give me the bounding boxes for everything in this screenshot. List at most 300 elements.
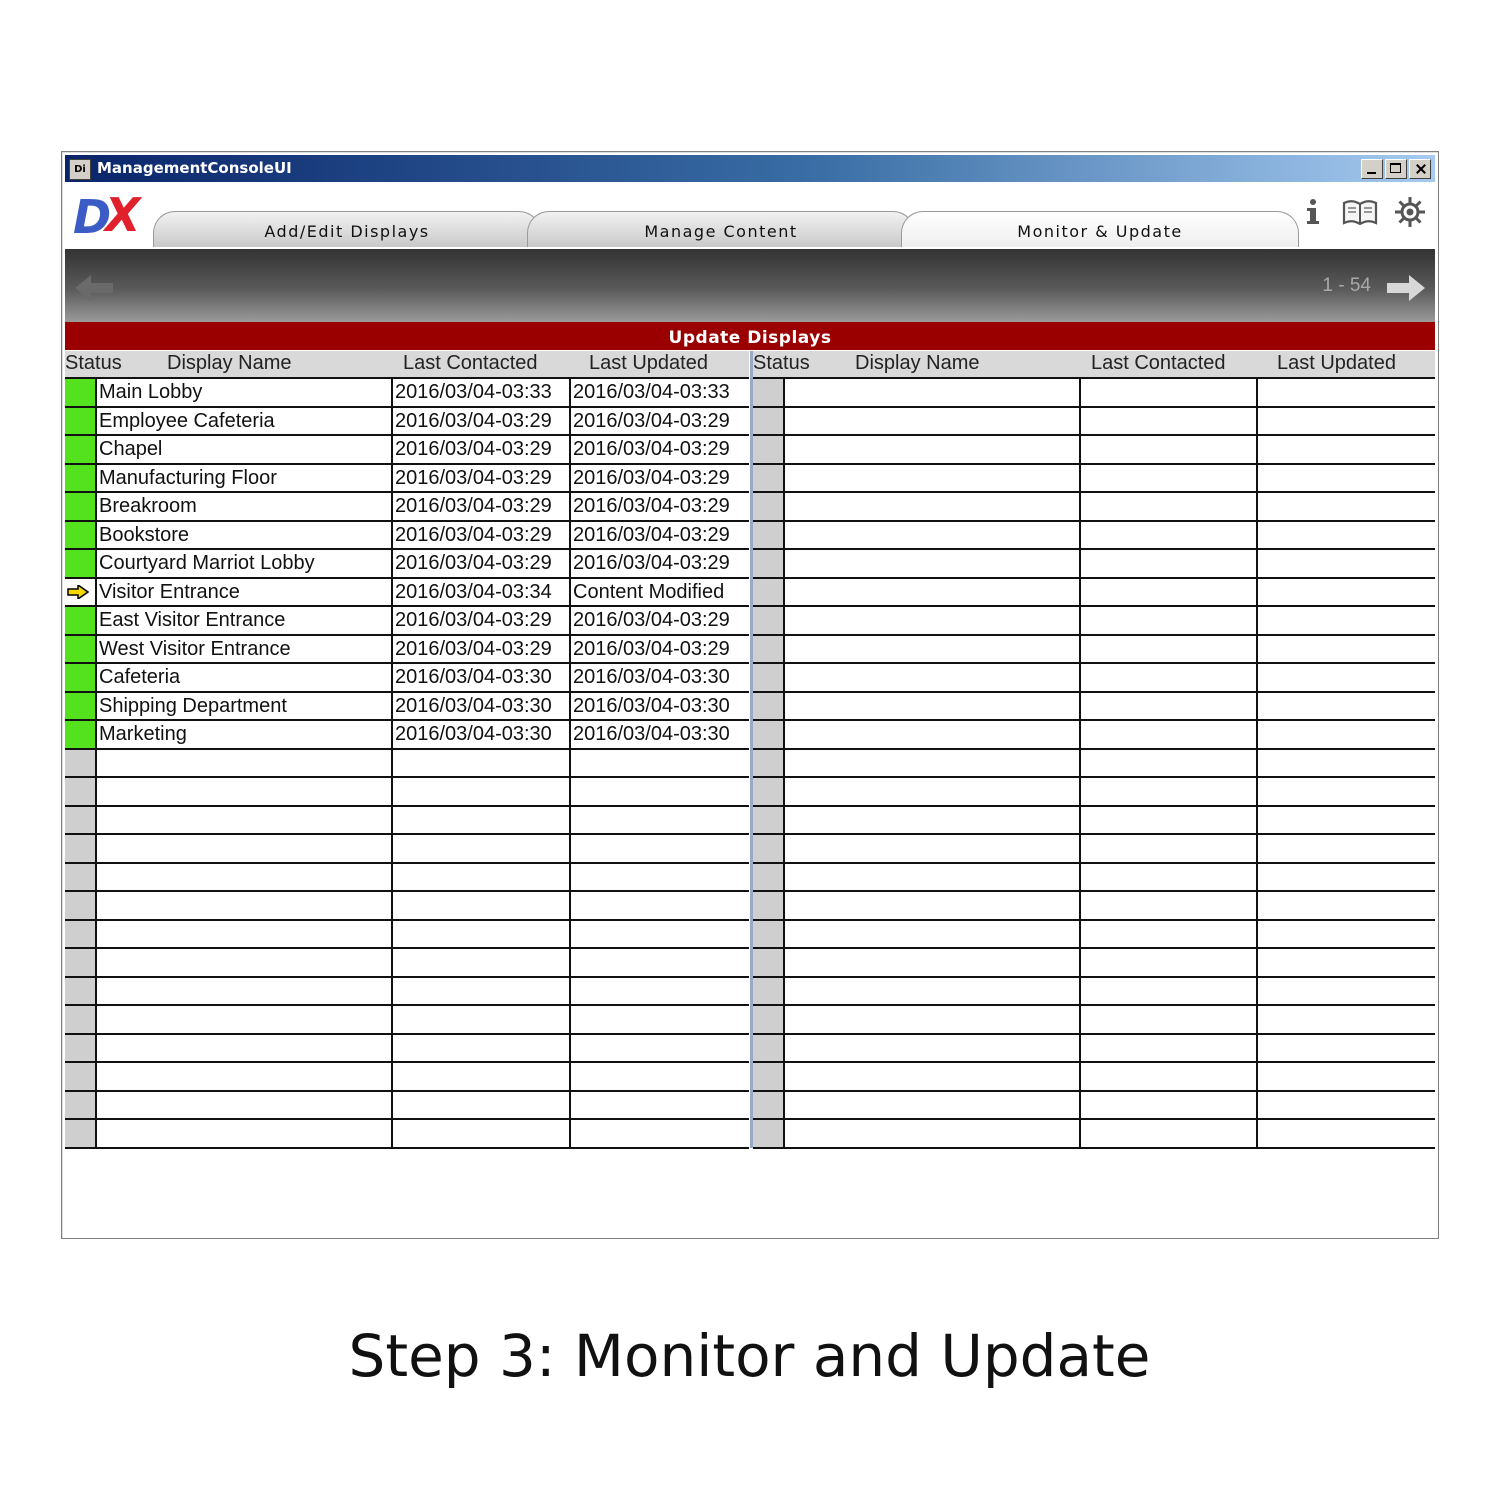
dx-logo (71, 187, 151, 243)
info-icon[interactable] (1293, 195, 1333, 229)
status-indicator (753, 1092, 783, 1119)
display-name-cell (783, 1063, 1079, 1090)
last-updated-cell (569, 1035, 749, 1062)
status-indicator (65, 1092, 95, 1119)
display-name-cell (95, 864, 391, 891)
table-row[interactable] (65, 807, 749, 836)
status-indicator (753, 921, 783, 948)
table-row[interactable] (753, 636, 1435, 665)
status-indicator (65, 379, 95, 406)
table-row[interactable] (753, 693, 1435, 722)
display-name-cell (95, 1120, 391, 1147)
title-bar[interactable] (65, 155, 1435, 182)
display-name-cell (783, 579, 1079, 606)
book-icon[interactable] (1340, 195, 1380, 229)
status-indicator (65, 436, 95, 463)
status-indicator (65, 721, 95, 748)
last-updated-cell (1256, 1035, 1435, 1062)
table-row[interactable] (65, 636, 749, 665)
display-name-cell (783, 379, 1079, 406)
display-name-cell: Shipping Department (95, 693, 391, 720)
table-row[interactable] (753, 493, 1435, 522)
display-name-cell (783, 1120, 1079, 1147)
display-name-cell: East Visitor Entrance (95, 607, 391, 634)
last-updated-cell: 2016/03/04-03:29 (569, 465, 749, 492)
status-indicator (65, 778, 95, 805)
last-updated-cell (1256, 892, 1435, 919)
last-updated-cell (1256, 835, 1435, 862)
last-updated-cell (1256, 807, 1435, 834)
last-updated-cell (1256, 465, 1435, 492)
display-name-cell (95, 1092, 391, 1119)
column-header-status[interactable]: Status (753, 352, 810, 374)
last-contacted-cell (391, 1006, 569, 1033)
status-indicator (65, 835, 95, 862)
last-contacted-cell (1079, 522, 1256, 549)
last-updated-cell (1256, 522, 1435, 549)
last-updated-cell: 2016/03/04-03:29 (569, 493, 749, 520)
display-name-cell (783, 778, 1079, 805)
last-updated-cell: 2016/03/04-03:29 (569, 550, 749, 577)
status-indicator (753, 835, 783, 862)
last-contacted-cell: 2016/03/04-03:30 (391, 693, 569, 720)
last-contacted-cell (1079, 921, 1256, 948)
last-contacted-cell: 2016/03/04-03:29 (391, 607, 569, 634)
table-row[interactable] (65, 550, 749, 579)
status-indicator (753, 778, 783, 805)
last-updated-cell (1256, 864, 1435, 891)
display-name-cell: Cafeteria (95, 664, 391, 691)
display-name-cell: Chapel (95, 436, 391, 463)
tab-manage-content[interactable]: Manage Content (527, 211, 915, 247)
last-contacted-cell (1079, 579, 1256, 606)
last-updated-cell: 2016/03/04-03:29 (569, 408, 749, 435)
table-row[interactable] (753, 465, 1435, 494)
last-updated-cell: 2016/03/04-03:29 (569, 522, 749, 549)
last-contacted-cell: 2016/03/04-03:34 (391, 579, 569, 606)
tab-monitor-update[interactable]: Monitor & Update (901, 211, 1299, 247)
last-updated-cell (1256, 949, 1435, 976)
table-row[interactable] (753, 607, 1435, 636)
status-indicator (65, 664, 95, 691)
display-name-cell: Courtyard Marriot Lobby (95, 550, 391, 577)
display-name-cell (783, 750, 1079, 777)
right-displays-table (753, 351, 1435, 1149)
status-indicator (753, 693, 783, 720)
last-updated-cell: 2016/03/04-03:30 (569, 693, 749, 720)
last-contacted-cell: 2016/03/04-03:29 (391, 465, 569, 492)
table-row[interactable] (753, 1092, 1435, 1121)
last-updated-cell (1256, 1006, 1435, 1033)
table-row[interactable] (65, 465, 749, 494)
last-contacted-cell: 2016/03/04-03:29 (391, 550, 569, 577)
last-updated-cell (569, 1092, 749, 1119)
table-row[interactable] (753, 1063, 1435, 1092)
last-updated-cell (1256, 436, 1435, 463)
table-row[interactable] (65, 607, 749, 636)
table-row[interactable] (65, 864, 749, 893)
last-contacted-cell (1079, 807, 1256, 834)
column-header-display-name[interactable]: Display Name (855, 352, 980, 374)
last-updated-cell (1256, 978, 1435, 1005)
display-name-cell (783, 864, 1079, 891)
last-contacted-cell: 2016/03/04-03:29 (391, 493, 569, 520)
status-indicator (65, 607, 95, 634)
app-icon: Di (69, 159, 91, 180)
last-contacted-cell (391, 750, 569, 777)
status-indicator (65, 1063, 95, 1090)
table-row[interactable] (65, 892, 749, 921)
last-updated-cell (1256, 1063, 1435, 1090)
display-name-cell: Manufacturing Floor (95, 465, 391, 492)
last-updated-cell (1256, 693, 1435, 720)
status-indicator (753, 949, 783, 976)
status-indicator (65, 693, 95, 720)
previous-page-arrow-icon[interactable] (71, 271, 119, 305)
last-updated-cell (1256, 750, 1435, 777)
status-indicator (65, 1035, 95, 1062)
status-indicator (753, 807, 783, 834)
table-row[interactable] (753, 921, 1435, 950)
status-indicator (65, 921, 95, 948)
close-button[interactable] (1409, 159, 1431, 179)
last-contacted-cell (391, 892, 569, 919)
last-updated-cell (569, 778, 749, 805)
display-name-cell (783, 408, 1079, 435)
table-row[interactable] (65, 835, 749, 864)
last-contacted-cell (1079, 1006, 1256, 1033)
table-row[interactable] (753, 436, 1435, 465)
table-row[interactable] (753, 379, 1435, 408)
table-row[interactable] (65, 1035, 749, 1064)
display-name-cell (95, 892, 391, 919)
status-indicator (753, 550, 783, 577)
status-indicator (65, 465, 95, 492)
table-row[interactable] (65, 408, 749, 437)
last-contacted-cell (391, 921, 569, 948)
column-header-last-contacted[interactable]: Last Contacted (403, 352, 538, 374)
last-updated-cell (1256, 1092, 1435, 1119)
table-header (65, 351, 749, 377)
last-contacted-cell (391, 1063, 569, 1090)
column-header-last-contacted[interactable]: Last Contacted (1091, 352, 1226, 374)
last-updated-cell (1256, 379, 1435, 406)
display-name-cell (783, 892, 1079, 919)
last-updated-cell (1256, 607, 1435, 634)
display-name-cell: Breakroom (95, 493, 391, 520)
last-contacted-cell (1079, 864, 1256, 891)
last-updated-cell: 2016/03/04-03:29 (569, 636, 749, 663)
status-indicator (753, 1120, 783, 1147)
last-contacted-cell: 2016/03/04-03:29 (391, 436, 569, 463)
last-contacted-cell (1079, 721, 1256, 748)
status-indicator (65, 636, 95, 663)
display-name-cell (95, 1035, 391, 1062)
status-indicator (753, 493, 783, 520)
table-row[interactable] (753, 807, 1435, 836)
next-page-arrow-icon[interactable] (1381, 271, 1429, 305)
status-indicator (65, 864, 95, 891)
last-updated-cell (1256, 550, 1435, 577)
display-name-cell (783, 664, 1079, 691)
minimize-button[interactable] (1361, 159, 1383, 179)
last-contacted-cell: 2016/03/04-03:29 (391, 408, 569, 435)
table-row[interactable] (753, 835, 1435, 864)
step-caption: Step 3: Monitor and Update (348, 1322, 1151, 1390)
last-updated-cell: Content Modified (569, 579, 749, 606)
status-indicator (753, 864, 783, 891)
display-name-cell (783, 978, 1079, 1005)
last-updated-cell (569, 949, 749, 976)
display-name-cell (783, 636, 1079, 663)
last-updated-cell (1256, 636, 1435, 663)
table-row[interactable] (65, 436, 749, 465)
display-name-cell (95, 807, 391, 834)
status-indicator (753, 408, 783, 435)
display-name-cell (783, 693, 1079, 720)
table-row[interactable] (65, 1120, 749, 1149)
last-contacted-cell (1079, 1035, 1256, 1062)
last-contacted-cell (1079, 636, 1256, 663)
last-updated-cell (1256, 408, 1435, 435)
table-row[interactable] (65, 579, 749, 608)
table-row[interactable] (65, 1063, 749, 1092)
status-indicator (753, 892, 783, 919)
status-indicator (753, 379, 783, 406)
status-indicator (753, 750, 783, 777)
last-updated-cell (569, 978, 749, 1005)
last-updated-cell: 2016/03/04-03:30 (569, 664, 749, 691)
last-contacted-cell: 2016/03/04-03:30 (391, 721, 569, 748)
last-updated-cell (569, 892, 749, 919)
status-indicator (753, 1063, 783, 1090)
display-name-cell (783, 921, 1079, 948)
last-updated-cell (1256, 664, 1435, 691)
last-contacted-cell: 2016/03/04-03:29 (391, 522, 569, 549)
last-contacted-cell (1079, 978, 1256, 1005)
table-row[interactable] (65, 921, 749, 950)
status-indicator (753, 978, 783, 1005)
last-contacted-cell (1079, 949, 1256, 976)
status-indicator (753, 579, 783, 606)
table-row[interactable] (65, 778, 749, 807)
tab-add-edit-displays[interactable]: Add/Edit Displays (153, 211, 541, 247)
display-name-cell (783, 436, 1079, 463)
table-row[interactable] (753, 864, 1435, 893)
display-name-cell: Main Lobby (95, 379, 391, 406)
gear-icon[interactable] (1390, 195, 1430, 229)
status-indicator (65, 408, 95, 435)
last-contacted-cell (391, 778, 569, 805)
last-contacted-cell (1079, 436, 1256, 463)
status-indicator (65, 750, 95, 777)
status-indicator (65, 892, 95, 919)
last-updated-cell (1256, 778, 1435, 805)
svg-text:X: X (105, 188, 141, 242)
status-indicator (65, 550, 95, 577)
table-row[interactable] (65, 1006, 749, 1035)
table-row[interactable] (65, 978, 749, 1007)
table-row[interactable] (65, 664, 749, 693)
display-name-cell (783, 522, 1079, 549)
display-name-cell: West Visitor Entrance (95, 636, 391, 663)
last-contacted-cell (1079, 493, 1256, 520)
window-controls (1361, 159, 1431, 179)
display-name-cell (783, 465, 1079, 492)
table-row[interactable] (753, 550, 1435, 579)
display-name-cell (95, 1006, 391, 1033)
status-indicator (65, 493, 95, 520)
updating-arrow-icon (67, 585, 89, 599)
display-name-cell (783, 721, 1079, 748)
table-row[interactable] (753, 664, 1435, 693)
display-name-cell (783, 493, 1079, 520)
display-name-cell: Visitor Entrance (95, 579, 391, 606)
display-name-cell (95, 978, 391, 1005)
last-contacted-cell (1079, 892, 1256, 919)
last-updated-cell (569, 1006, 749, 1033)
last-updated-cell (569, 807, 749, 834)
column-header-last-updated[interactable]: Last Updated (1277, 352, 1396, 374)
last-updated-cell (1256, 921, 1435, 948)
status-indicator (753, 522, 783, 549)
column-header-display-name[interactable]: Display Name (167, 352, 292, 374)
last-contacted-cell (391, 835, 569, 862)
last-contacted-cell (391, 978, 569, 1005)
display-name-cell: Marketing (95, 721, 391, 748)
table-row[interactable] (65, 493, 749, 522)
table-row[interactable] (65, 750, 749, 779)
last-updated-cell (1256, 493, 1435, 520)
last-updated-cell (1256, 1120, 1435, 1147)
last-contacted-cell (391, 864, 569, 891)
status-indicator (753, 607, 783, 634)
last-contacted-cell (1079, 607, 1256, 634)
last-updated-cell (1256, 721, 1435, 748)
last-contacted-cell (1079, 408, 1256, 435)
display-name-cell (783, 607, 1079, 634)
last-updated-cell: 2016/03/04-03:30 (569, 721, 749, 748)
last-updated-cell: 2016/03/04-03:29 (569, 607, 749, 634)
maximize-button[interactable] (1385, 159, 1407, 179)
last-updated-cell (569, 921, 749, 948)
last-contacted-cell: 2016/03/04-03:29 (391, 636, 569, 663)
last-contacted-cell (391, 949, 569, 976)
last-contacted-cell (1079, 778, 1256, 805)
management-console-window (61, 151, 1439, 1239)
table-row[interactable] (753, 750, 1435, 779)
last-contacted-cell: 2016/03/04-03:33 (391, 379, 569, 406)
status-indicator (753, 1035, 783, 1062)
last-updated-cell (569, 835, 749, 862)
last-contacted-cell (391, 1120, 569, 1147)
status-indicator (65, 1006, 95, 1033)
last-updated-cell: 2016/03/04-03:33 (569, 379, 749, 406)
pagination-bar (65, 249, 1435, 322)
table-row[interactable] (753, 408, 1435, 437)
last-contacted-cell (1079, 379, 1256, 406)
page-range-label: 1 - 54 (1322, 275, 1371, 296)
column-header-status[interactable]: Status (65, 352, 122, 374)
table-row[interactable] (753, 1120, 1435, 1149)
display-name-cell (95, 949, 391, 976)
table-row[interactable] (753, 949, 1435, 978)
status-indicator (753, 465, 783, 492)
last-contacted-cell (391, 807, 569, 834)
table-row[interactable] (65, 721, 749, 750)
last-contacted-cell (1079, 664, 1256, 691)
last-updated-cell (569, 1120, 749, 1147)
table-row[interactable] (65, 379, 749, 408)
table-row[interactable] (753, 978, 1435, 1007)
display-name-cell (95, 921, 391, 948)
last-contacted-cell (1079, 835, 1256, 862)
last-contacted-cell (1079, 550, 1256, 577)
column-header-last-updated[interactable]: Last Updated (589, 352, 708, 374)
update-displays-header: Update Displays (65, 322, 1435, 350)
table-row[interactable] (65, 949, 749, 978)
display-name-cell (783, 835, 1079, 862)
status-indicator (65, 522, 95, 549)
last-contacted-cell (1079, 750, 1256, 777)
display-name-cell (783, 1006, 1079, 1033)
display-name-cell (783, 949, 1079, 976)
display-name-cell: Bookstore (95, 522, 391, 549)
last-contacted-cell (1079, 465, 1256, 492)
table-row[interactable] (753, 778, 1435, 807)
display-name-cell (783, 1035, 1079, 1062)
status-indicator (65, 807, 95, 834)
last-contacted-cell (1079, 1092, 1256, 1119)
last-updated-cell: 2016/03/04-03:29 (569, 436, 749, 463)
display-name-cell: Employee Cafeteria (95, 408, 391, 435)
last-updated-cell (1256, 579, 1435, 606)
table-row[interactable] (753, 522, 1435, 551)
last-updated-cell (569, 1063, 749, 1090)
status-indicator (65, 579, 95, 606)
last-updated-cell (569, 750, 749, 777)
last-contacted-cell (1079, 693, 1256, 720)
table-row[interactable] (753, 1035, 1435, 1064)
status-indicator (65, 978, 95, 1005)
right-table-body (753, 377, 1435, 1149)
left-displays-table (65, 351, 749, 1149)
display-name-cell (783, 807, 1079, 834)
status-indicator (753, 636, 783, 663)
status-indicator (65, 1120, 95, 1147)
display-name-cell (95, 1063, 391, 1090)
status-indicator (753, 436, 783, 463)
display-name-cell (783, 550, 1079, 577)
table-row[interactable] (65, 522, 749, 551)
table-row[interactable] (753, 579, 1435, 608)
status-indicator (753, 721, 783, 748)
last-contacted-cell: 2016/03/04-03:30 (391, 664, 569, 691)
status-indicator (65, 949, 95, 976)
display-name-cell (95, 750, 391, 777)
table-row[interactable] (65, 1092, 749, 1121)
display-name-cell (783, 1092, 1079, 1119)
last-contacted-cell (1079, 1063, 1256, 1090)
status-indicator (753, 664, 783, 691)
table-row[interactable] (753, 1006, 1435, 1035)
display-name-cell (95, 778, 391, 805)
svg-text:D: D (73, 190, 112, 243)
table-row[interactable] (753, 892, 1435, 921)
table-row[interactable] (753, 721, 1435, 750)
left-table-body (65, 377, 749, 1149)
table-row[interactable] (65, 693, 749, 722)
